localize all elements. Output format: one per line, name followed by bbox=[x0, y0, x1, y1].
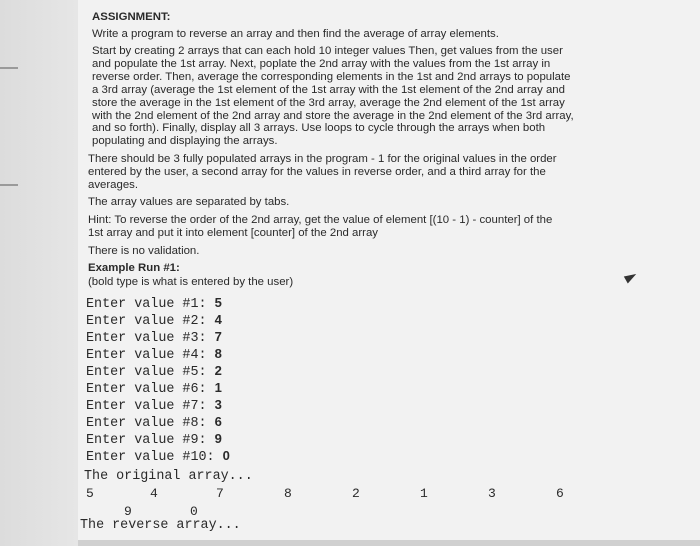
user-input-value: 5 bbox=[214, 295, 222, 310]
user-input-value: 4 bbox=[214, 312, 222, 327]
array-value: 9 bbox=[124, 504, 132, 519]
assignment-heading: ASSIGNMENT: bbox=[92, 11, 171, 23]
arrays-line: There should be 3 fully populated arrays in the program - 1 for the original values in the order bbox=[88, 153, 557, 165]
array-value: 2 bbox=[352, 486, 360, 501]
user-input-value: 8 bbox=[214, 346, 222, 361]
prompt-label: Enter value #3: bbox=[86, 331, 215, 346]
margin-tick bbox=[0, 67, 18, 69]
description-line: with the 2nd element of the 2nd array and store the average in the 2nd element of the 3rd array, bbox=[92, 109, 574, 122]
user-input-value: 7 bbox=[214, 329, 222, 344]
array-value: 7 bbox=[216, 486, 224, 501]
user-input-value: 9 bbox=[214, 431, 222, 446]
tabs-note: The array values are separated by tabs. bbox=[88, 196, 290, 208]
hint-line: Hint: To reverse the order of the 2nd array, get the value of element [(10 - 1) - counter] of the bbox=[88, 214, 553, 226]
validation-note: There is no validation. bbox=[88, 245, 200, 257]
reverse-array-label: The reverse array... bbox=[80, 518, 241, 533]
prompt-label: Enter value #4: bbox=[86, 348, 215, 363]
description-line: and populate the 1st array. Next, poplate the 2nd array with the values from the 1st array in bbox=[92, 57, 551, 70]
description-line: a 3rd array (average the 1st element of the 1st array with the 1st element of the 2nd array and bbox=[92, 83, 565, 96]
description-line: Start by creating 2 arrays that can each hold 10 integer values Then, get values from the user bbox=[92, 45, 563, 57]
array-value: 8 bbox=[284, 486, 292, 501]
arrays-line: entered by the user, a second array for the values in reverse order, and a third array for the bbox=[88, 165, 546, 178]
user-input-value: 1 bbox=[214, 380, 222, 395]
description-line: reverse order. Then, average the corresponding elements in the 1st and 2nd arrays to populate bbox=[92, 70, 571, 83]
prompt-label: Enter value #5: bbox=[86, 365, 215, 380]
user-input-value: 6 bbox=[214, 414, 222, 429]
page-bottom-edge bbox=[78, 540, 700, 546]
array-value: 4 bbox=[150, 486, 158, 501]
prompt-label: Enter value #6: bbox=[86, 382, 215, 397]
array-value: 0 bbox=[190, 504, 198, 519]
prompt-label: Enter value #2: bbox=[86, 314, 215, 329]
prompt-line bbox=[86, 447, 230, 466]
array-value: 1 bbox=[420, 486, 428, 501]
hint-line: 1st array and put it into element [counter] of the 2nd array bbox=[88, 226, 378, 239]
example-note: (bold type is what is entered by the user) bbox=[88, 276, 294, 288]
array-value: 5 bbox=[86, 486, 94, 501]
example-title: Example Run #1: bbox=[88, 262, 180, 274]
prompt-label: Enter value #1: bbox=[86, 297, 215, 312]
description-line: and so forth). Finally, display all 3 arrays. Use loops to cycle through the arrays when both bbox=[92, 122, 546, 135]
user-input-value: 0 bbox=[222, 448, 230, 463]
description-line: populating and displaying the arrays. bbox=[92, 135, 278, 148]
array-value: 6 bbox=[556, 486, 564, 501]
margin-tick bbox=[0, 184, 18, 186]
intro-text: Write a program to reverse an array and then find the average of array elements. bbox=[92, 28, 499, 40]
prompt-label: Enter value #8: bbox=[86, 416, 215, 431]
prompt-label: Enter value #10: bbox=[86, 450, 223, 465]
user-input-value: 2 bbox=[214, 363, 222, 378]
arrays-line: averages. bbox=[88, 178, 139, 191]
prompt-label: Enter value #7: bbox=[86, 399, 215, 414]
array-value: 3 bbox=[488, 486, 496, 501]
left-margin bbox=[0, 0, 78, 546]
description-line: store the average in the 1st element of the 3rd array, average the 2nd element of the 1st array bbox=[92, 96, 565, 109]
original-array-label: The original array... bbox=[84, 469, 253, 484]
prompt-label: Enter value #9: bbox=[86, 433, 215, 448]
user-input-value: 3 bbox=[214, 397, 222, 412]
